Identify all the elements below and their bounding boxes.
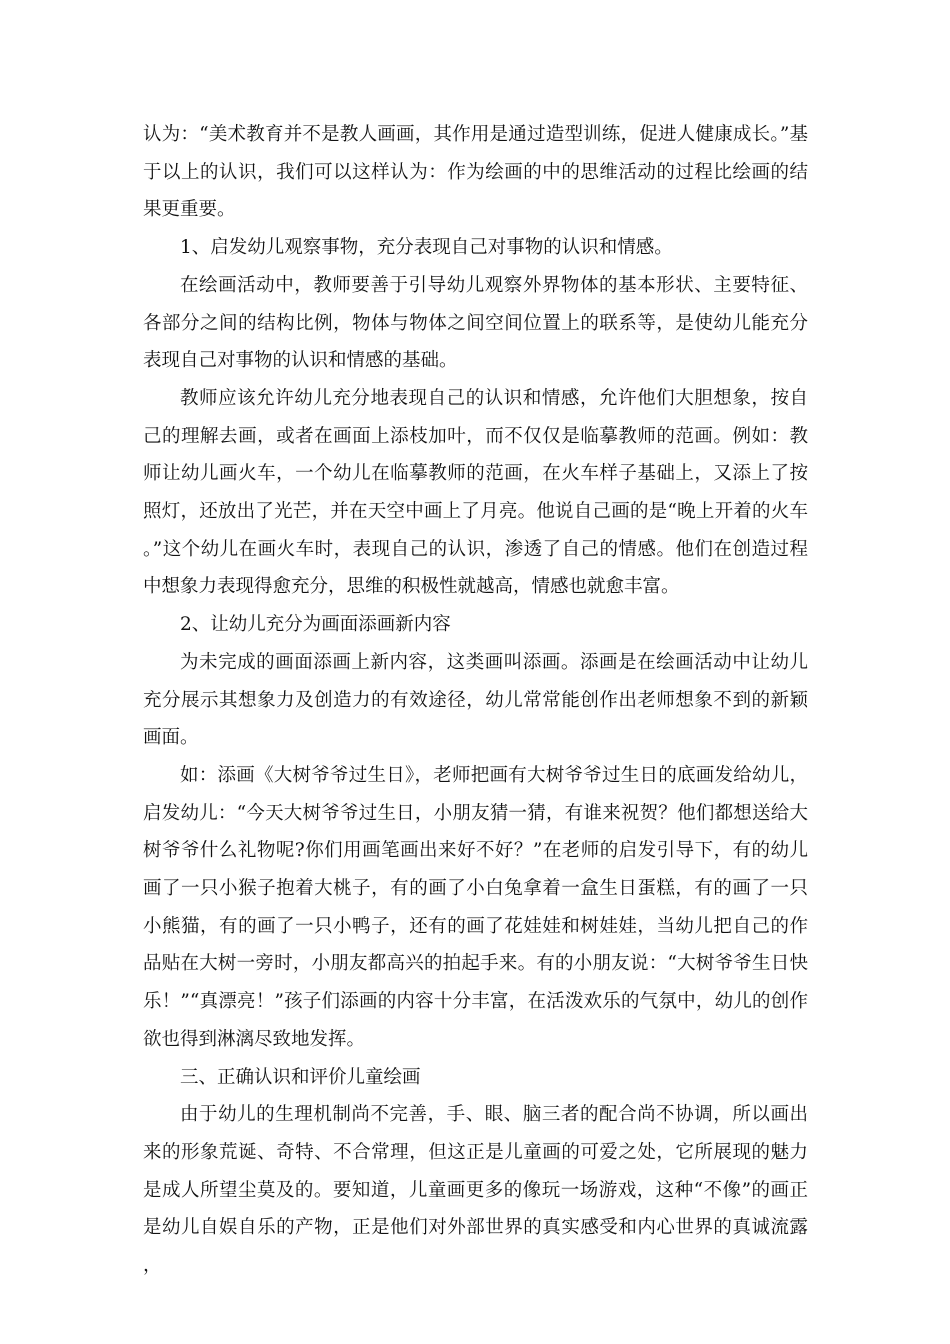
paragraph-add-drawing: 为未完成的画面添画上新内容，这类画叫添画。添画是在绘画活动中让幼儿充分展示其想象力及创造力的有效途径，幼儿常常能创作出老师想象不到的新颖画面。 — [143, 651, 808, 749]
heading-evaluate: 三、正确认识和评价儿童绘画 — [180, 1066, 421, 1088]
paragraph-evaluate: 由于幼儿的生理机制尚不完善，手、眼、脑三者的配合尚不协调，所以画出来的形象荒诞、奇特、不合常理，但这正是儿童画的可爱之处，它所展现的魅力是成人所望尘莫及的。要知道，儿童画更多的像玩一场游戏，这种“不像”的画正是幼儿自娱自乐的产物，正是他们对外部世界的真实感受和内心世界的真诚流露， — [143, 1104, 808, 1277]
heading-observe-things: 1、启发幼儿观察事物，充分表现自己对事物的认识和情感。 — [180, 237, 673, 259]
paragraph-observe: 在绘画活动中，教师要善于引导幼儿观察外界物体的基本形状、主要特征、各部分之间的结构比例，物体与物体之间空间位置上的联系等，是使幼儿能充分表现自己对事物的认识和情感的基础。 — [143, 274, 808, 372]
document-body — [143, 116, 808, 1285]
paragraph-intro: 认为：“美术教育并不是教人画画，其作用是通过造型训练，促进人健康成长。”基于以上的认识，我们可以这样认为：作为绘画的中的思维活动的过程比绘画的结果更重要。 — [143, 124, 808, 221]
paragraph-express: 教师应该允许幼儿充分地表现自己的认识和情感，允许他们大胆想象，按自己的理解去画，或者在画面上添枝加叶，而不仅仅是临摹教师的范画。例如：教师让幼儿画火车，一个幼儿在临摹教师的范画，在火车样子基础上，又添上了按照灯，还放出了光芒，并在天空中画上了月亮。他说自己画的是“晚上开着的火车。”这个幼儿在画火车时，表现自己的认识，渗透了自己的情感。他们在创造过程中想象力表现得愈充分，思维的积极性就越高，情感也就愈丰富。 — [143, 387, 808, 598]
paragraph-example: 如：添画《大树爷爷过生日》，老师把画有大树爷爷过生日的底画发给幼儿，启发幼儿：“今天大树爷爷过生日，小朋友猜一猜，有谁来祝贺？他们都想送给大树爷爷什么礼物呢?你们用画笔画出来好不好？”在老师的启发引导下，有的幼儿画了一只小猴子抱着大桃子，有的画了小白兔拿着一盒生日蛋糕，有的画了一只小熊猫，有的画了一只小鸭子，还有的画了花娃娃和树娃娃，当幼儿把自己的作品贴在大树一旁时，小朋友都高兴的拍起手来。有的小朋友说：“大树爷爷生日快乐！”“真漂亮！”孩子们添画的内容十分丰富，在活泼欢乐的气氛中，幼儿的创作欲也得到淋漓尽致地发挥。 — [143, 764, 808, 1050]
heading-add-content: 2、让幼儿充分为画面添画新内容 — [180, 614, 451, 636]
